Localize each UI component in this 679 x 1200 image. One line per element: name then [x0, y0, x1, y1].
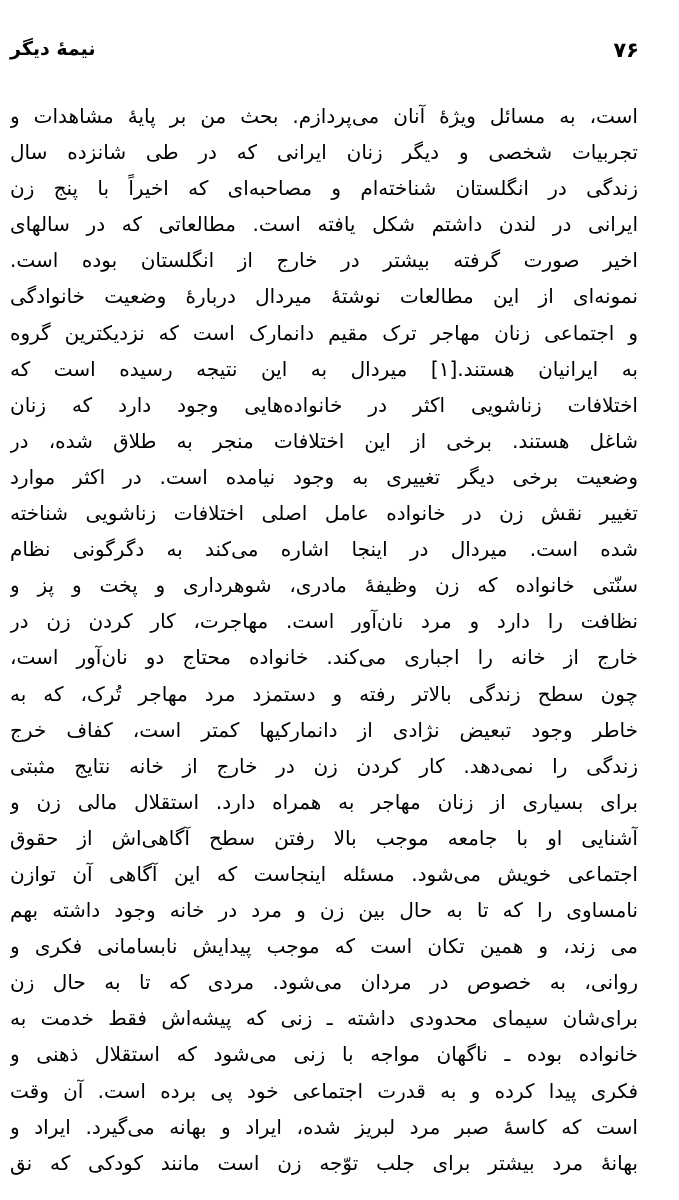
- text-line: خارج از خانه را اجباری می‌کند. خانواده محتاج دو نان‌آور است،: [10, 645, 638, 670]
- text-line: چون سطح زندگی بالاتر رفته و دستمزد مرد مهاجر تُرک، که به: [10, 681, 638, 706]
- text-line: فکری پیدا کرده و به قدرت اجتماعی خود پی برده است. آن وقت: [10, 1078, 638, 1103]
- body-text: [10, 98, 638, 1181]
- text-line: برای‌شان سیمای محدودی داشته ـ زنی که پیشه‌اش فقط خدمت به: [10, 1006, 638, 1031]
- text-line: خانواده بوده ـ ناگهان مواجه با زنی می‌شود که استقلال ذهنی و: [10, 1042, 638, 1067]
- text-line: نامساوی را که تا به حال بین زن و مرد در خانه وجود داشته بهم: [10, 898, 638, 923]
- text-line: تجربیات شخصی و دیگر زنان ایرانی که در طی شانزده سال: [10, 140, 638, 165]
- text-line: می زند، و همین تکان است که موجب پیدایش نابسامانی فکری و: [10, 934, 638, 959]
- text-line: وضعیت برخی دیگر تغییری به وجود نیامده است. در اکثر موارد: [10, 464, 638, 489]
- page-header: [0, 38, 679, 68]
- text-line: اجتماعی خویش می‌شود. مسئله اینجاست که این آگاهی آن توازن: [10, 861, 638, 886]
- running-title: نیمهٔ دیگر: [10, 38, 96, 60]
- text-line: سنّتی خانواده که زن وظیفهٔ مادری، شوهرداری و پخت و پز و: [10, 573, 638, 598]
- text-line: اختلافات زناشویی اکثر در خانواده‌هایی وجود دارد که زنان: [10, 392, 638, 417]
- text-line: نمونه‌ای از این مطالعات نوشتهٔ میردال دربارهٔ وضعیت خانوادگی: [10, 284, 638, 309]
- page-number: ۷۶: [613, 38, 639, 62]
- text-line: برای بسیاری از زنان مهاجر به همراه دارد. استقلال مالی زن و: [10, 789, 638, 814]
- text-line: نظافت را دارد و مرد نان‌آور است. مهاجرت، کار کردن زن در: [10, 609, 638, 634]
- text-line: زندگی در انگلستان شناخته‌ام و مصاحبه‌ای که اخیراً با پنج زن: [10, 176, 638, 201]
- text-line: اخیر صورت گرفته بیشتر در خارج از انگلستان بوده است.: [10, 248, 638, 273]
- text-line: خاطر وجود تبعیض نژادی از دانمارکیها کمتر است، کفاف خرج: [10, 717, 638, 742]
- text-line: و اجتماعی زنان مهاجر ترک مقیم دانمارک است که نزدیکترین گروه: [10, 320, 638, 345]
- text-line: است، به مسائل ویژهٔ آنان می‌پردازم. بحث من بر پایهٔ مشاهدات و: [10, 104, 638, 128]
- text-line: آشنایی او با جامعه موجب بالا رفتن سطح آگاهی‌اش از حقوق: [10, 825, 638, 850]
- text-line: بهانهٔ مرد بیشتر برای جلب توّجه زن است مانند کودکی که نق: [10, 1150, 638, 1175]
- text-line: است که کاسهٔ صبر مرد لبریز شده، ایراد و بهانه می‌گیرد. ایراد و: [10, 1114, 638, 1139]
- text-line: ایرانی در لندن داشتم شکل یافته است. مطالعاتی که در سالهای: [10, 212, 638, 237]
- text-line: به ایرانیان هستند.[۱] میردال به این نتیجه رسیده است که: [10, 356, 638, 381]
- text-line: شاغل هستند. برخی از این اختلافات منجر به طلاق شده، در: [10, 428, 638, 453]
- text-line: تغییر نقش زن در خانواده عامل اصلی اختلافات زناشویی شناخته: [10, 501, 638, 526]
- text-line: زندگی را نمی‌دهد. کار کردن زن در خارج از خانه نتایج مثبتی: [10, 753, 638, 778]
- text-line: شده است. میردال در اینجا اشاره می‌کند به دگرگونی نظام: [10, 537, 638, 562]
- text-line: روانی، به خصوص در مردان می‌شود. مردی که تا به حال زن: [10, 970, 638, 995]
